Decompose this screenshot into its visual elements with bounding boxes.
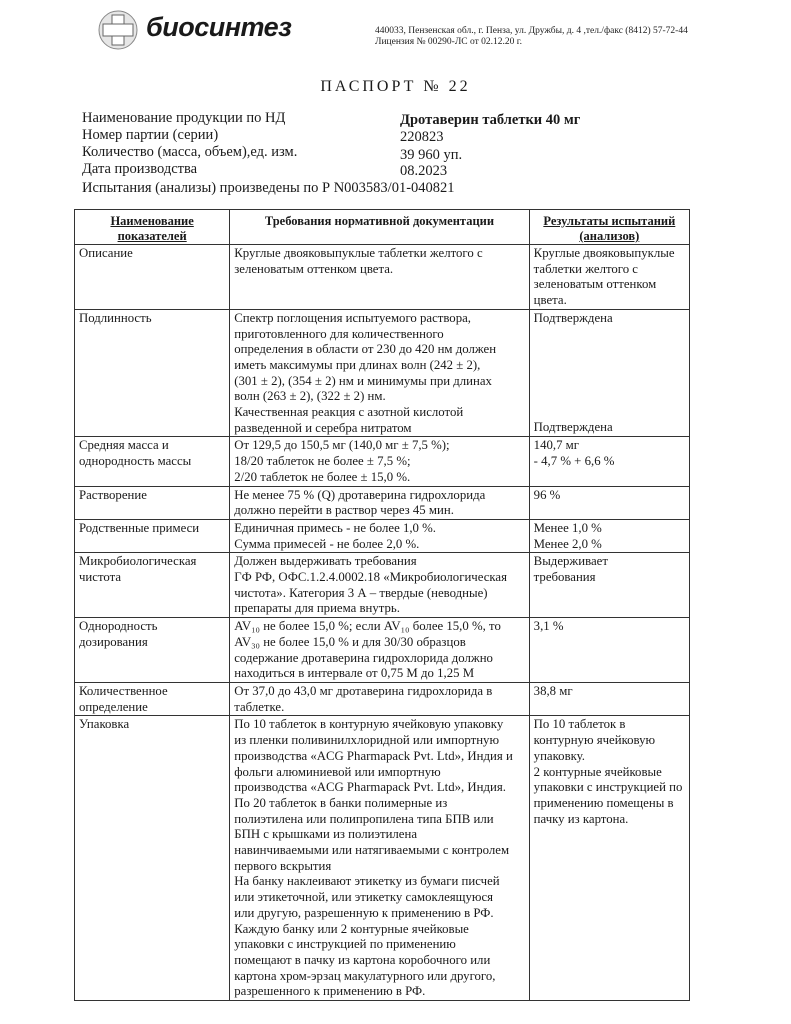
table-header-row bbox=[75, 210, 690, 245]
field-value-date: 08.2023 bbox=[400, 163, 448, 179]
row-result: Выдерживает требования bbox=[529, 553, 689, 618]
row-name: Описание bbox=[75, 245, 230, 310]
logo-cross-icon bbox=[96, 8, 148, 52]
field-value-product: Дротаверин таблетки 40 мг bbox=[400, 112, 581, 128]
license-line: Лицензия № 00290-ЛС от 02.12.20 г. bbox=[375, 37, 522, 47]
row-result: 38,8 мг bbox=[529, 682, 689, 715]
table-row bbox=[75, 553, 690, 618]
row-name: Однородность дозирования bbox=[75, 618, 230, 683]
row-name: Растворение bbox=[75, 486, 230, 519]
row-requirement: От 37,0 до 43,0 мг дротаверина гидрохлорида в таблетке. bbox=[230, 682, 529, 715]
row-requirement: Не менее 75 % (Q) дротаверина гидрохлорида должно перейти в раствор через 45 мин. bbox=[230, 486, 529, 519]
row-requirement: По 10 таблеток в контурную ячейковую упаковку из пленки поливинилхлоридной или импортную производства «ACG Pharmapack Pvt. Ltd», Индия и фольги алюминиевой или импортную производства «ACG Pharmapack Pvt. Ltd», Индия. По 20 таблеток в банки полимерные из полиэтилена или полипропилена типа БПВ или БПН с крышками из полиэтилена навинчиваемыми или натягиваемыми с контролем первого вскрытия На банку наклеивают этикетку из бумаги писчей или этикеточной, или этикетку самоклеящуюся или другую, разрешенную к применению в РФ. Каждую банку или 2 контурные ячейковые упаковки с инструкцией по применению помещают в пачку из картона коробочного или картона хром-эрзац макулатурного или другого, разрешенного к применению в РФ. bbox=[230, 716, 529, 1001]
row-result: Круглые двояковыпуклые таблетки желтого с зеленоватым оттенком цвета. bbox=[529, 245, 689, 310]
field-label-product: Наименование продукции по НД bbox=[82, 110, 286, 126]
table-row bbox=[75, 682, 690, 715]
row-requirement: Круглые двояковыпуклые таблетки желтого с зеленоватым оттенком цвета. bbox=[230, 245, 529, 310]
header-name: Наименование показателей bbox=[75, 210, 230, 245]
row-name: Средняя масса и однородность массы bbox=[75, 437, 230, 486]
row-result-cell bbox=[529, 309, 689, 437]
field-value-batch: 220823 bbox=[400, 129, 444, 145]
row-name: Упаковка bbox=[75, 716, 230, 1001]
row-result: По 10 таблеток в контурную ячейковую упаковку. 2 контурные ячейковые упаковки с инструкцией по применению помещены в пачку из картона. bbox=[529, 716, 689, 1001]
row-result: Подтверждена bbox=[533, 310, 613, 325]
logo-text: биосинтез bbox=[146, 12, 292, 42]
table-row bbox=[75, 437, 690, 486]
company-logo bbox=[96, 8, 296, 52]
row-result-secondary: Подтверждена bbox=[533, 419, 613, 434]
table-row bbox=[75, 486, 690, 519]
row-name: Родственные примеси bbox=[75, 519, 230, 552]
row-name: Микробиологическая чистота bbox=[75, 553, 230, 618]
row-requirement: Должен выдерживать требования ГФ РФ, ОФС.1.2.4.0002.18 «Микробиологическая чистота». Категория 3 А – твердые (неводные) препараты для приема внутрь. bbox=[230, 553, 529, 618]
row-name: Подлинность bbox=[75, 309, 230, 437]
header-requirement: Требования нормативной документации bbox=[230, 210, 529, 245]
row-requirement: AV₁₀ не более 15,0 %; если AV₁₀ более 15,0 %, то AV₃₀ не более 15,0 % и для 30/30 образцов содержание дротаверина гидрохлорида должно находиться в интервале от 0,75 М до 1,25 М bbox=[230, 618, 529, 683]
address-line: 440033, Пензенская обл., г. Пенза, ул. Дружбы, д. 4 ,тел./факс (8412) 57-72-44 bbox=[375, 26, 688, 36]
field-label-quantity: Количество (масса, объем),ед. изм. bbox=[82, 144, 298, 160]
table-row bbox=[75, 618, 690, 683]
row-requirement: Единичная примесь - не более 1,0 %. Сумма примесей - не более 2,0 %. bbox=[230, 519, 529, 552]
field-label-date: Дата производства bbox=[82, 161, 198, 177]
page-title: ПАСПОРТ № 22 bbox=[320, 78, 471, 95]
header-result: Результаты испытаний (анализов) bbox=[529, 210, 689, 245]
field-label-tests: Испытания (анализы) произведены по Р N003583/01-040821 bbox=[82, 180, 455, 196]
row-name: Количественное определение bbox=[75, 682, 230, 715]
table-row bbox=[75, 309, 690, 437]
table-row bbox=[75, 245, 690, 310]
row-requirement: Спектр поглощения испытуемого раствора, приготовленного для количественного определения в области от 230 до 420 нм должен иметь максимумы при длинах волн (242 ± 2), (301 ± 2), (354 ± 2) нм и минимумы при длинах волн (263 ± 2), (322 ± 2) нм. Качественная реакция с азотной кислотой разведенной и серебра нитратом bbox=[230, 309, 529, 437]
company-address bbox=[375, 26, 688, 48]
row-result: 140,7 мг - 4,7 % + 6,6 % bbox=[529, 437, 689, 486]
row-result: Менее 1,0 % Менее 2,0 % bbox=[529, 519, 689, 552]
table-row bbox=[75, 519, 690, 552]
field-value-quantity: 39 960 уп. bbox=[400, 147, 463, 163]
field-label-batch: Номер партии (серии) bbox=[82, 127, 219, 143]
spec-table bbox=[74, 209, 690, 1001]
row-result: 3,1 % bbox=[529, 618, 689, 683]
row-result: 96 % bbox=[529, 486, 689, 519]
row-requirement: От 129,5 до 150,5 мг (140,0 мг ± 7,5 %); 18/20 таблеток не более ± 7,5 %; 2/20 таблеток не более ± 15,0 %. bbox=[230, 437, 529, 486]
table-row bbox=[75, 716, 690, 1001]
